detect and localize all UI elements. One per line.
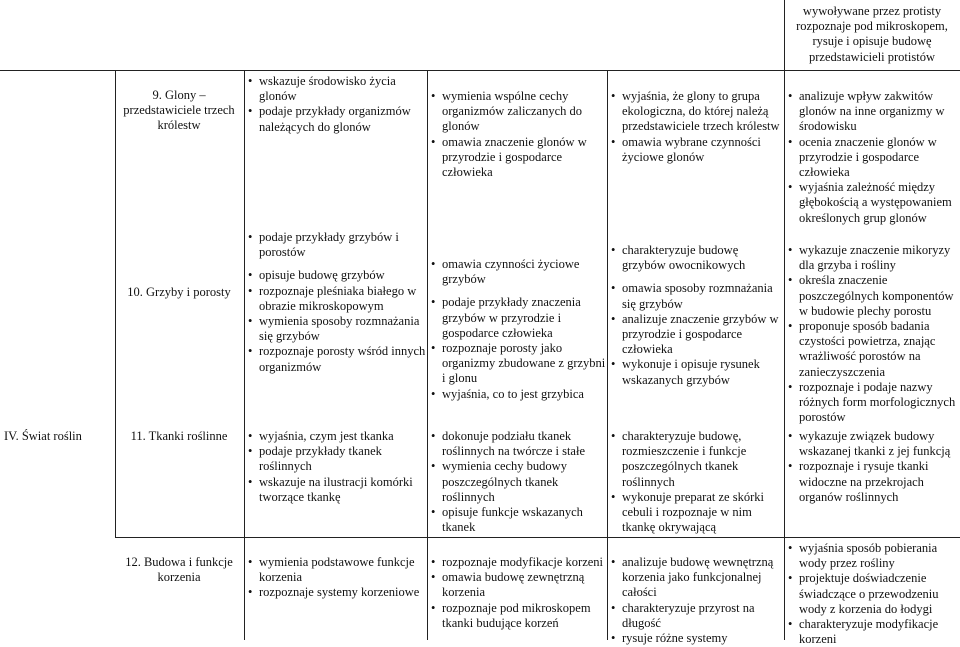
supplementary-korzen <box>611 555 784 646</box>
list-item: • projektuje doświadczenie świadczące o przewodzeniu wody z korzenia do łodygi <box>788 571 958 617</box>
list-item: • wykonuje i opisuje rysunek wskazanych grzybów <box>611 357 784 387</box>
list-item: • proponuje sposób badania czystości powietrza, znając wrażliwość porostów na zanieczyszczenia <box>788 319 958 380</box>
list-item: • podaje przykłady grzybów i porostów <box>248 230 426 260</box>
list-item: • podaje przykłady tkanek roślinnych <box>248 444 426 474</box>
topic-korzen: 12. Budowa i funkcje korzenia <box>125 555 233 585</box>
advanced-tkanki <box>788 429 958 505</box>
list-item: • rozpoznaje modyfikacje korzeni <box>431 555 607 570</box>
basic-tkanki <box>248 429 426 505</box>
advanced-glony <box>788 89 958 226</box>
list-item: • określa znaczenie poszczególnych komponentów w budowie plechy porostu <box>788 273 958 319</box>
topic-grzyby: 10. Grzyby i porosty <box>127 285 231 299</box>
list-item: • wykazuje związek budowy wskazanej tkanki z jej funkcją <box>788 429 958 459</box>
list-item: • wskazuje środowisko życia glonów <box>248 74 426 104</box>
list-item: • charakteryzuje modyfikacje korzeni <box>788 617 958 647</box>
list-item: • rozpoznaje systemy korzeniowe <box>248 585 426 600</box>
list-item: • wyjaśnia sposób pobierania wody przez rośliny <box>788 541 958 571</box>
list-item: • dokonuje podziału tkanek roślinnych na twórcze i stałe <box>431 429 607 459</box>
row-divider-bottom <box>115 537 960 538</box>
advanced-grzyby <box>788 243 958 425</box>
list-item: • rozpoznaje porosty wśród innych organizmów <box>248 344 426 374</box>
list-item: • opisuje budowę grzybów <box>248 268 426 283</box>
list-item: • rozpoznaje i rysuje tkanki widoczne na przekrojach organów roślinnych <box>788 459 958 505</box>
list-item: • wymienia podstawowe funkcje korzenia <box>248 555 426 585</box>
list-item: • wykazuje znaczenie mikoryzy dla grzyba i rośliny <box>788 243 958 273</box>
list-item: • wymienia wspólne cechy organizmów zaliczanych do glonów <box>431 89 607 135</box>
list-item: • rozpoznaje pod mikroskopem tkanki budujące korzeń <box>431 601 607 631</box>
list-item: • podaje przykłady znaczenia grzybów w przyrodzie i gospodarce człowieka <box>431 295 607 341</box>
list-item: • charakteryzuje budowę, rozmieszczenie i funkcje poszczególnych tkanek roślinnych <box>611 429 784 490</box>
list-item: • omawia czynności życiowe grzybów <box>431 257 607 287</box>
col-divider-3 <box>427 70 428 640</box>
list-item: • omawia wybrane czynności życiowe glonów <box>611 135 784 165</box>
supplementary-grzyby <box>611 243 784 388</box>
row-divider-glony <box>0 70 960 71</box>
topic-glony: 9. Glony – przedstawiciele trzech królestw <box>123 88 235 133</box>
list-item: • opisuje funkcje wskazanych tkanek <box>431 505 607 535</box>
extended-tkanki <box>431 429 607 535</box>
list-item: • wykonuje preparat ze skórki cebuli i rozpoznaje w nim tkankę okrywającą <box>611 490 784 536</box>
col-divider-1 <box>115 70 116 537</box>
carryover-line: rysuje i opisuje budowę <box>812 34 932 49</box>
extended-korzen <box>431 555 607 631</box>
list-item: • charakteryzuje budowę grzybów owocnikowych <box>611 243 784 273</box>
carryover-line: przedstawicieli protistów <box>808 49 935 64</box>
list-item: • ocenia znaczenie glonów w przyrodzie i gospodarce człowieka <box>788 135 958 181</box>
supplementary-glony <box>611 89 784 165</box>
extended-glony <box>431 89 607 180</box>
list-item: • rozpoznaje porosty jako organizmy zbudowane z grzybni i glonu <box>431 341 607 387</box>
carryover-cell <box>786 4 958 65</box>
list-item: • omawia znaczenie glonów w przyrodzie i gospodarce człowieka <box>431 135 607 181</box>
list-item: • omawia budowę zewnętrzną korzenia <box>431 570 607 600</box>
carryover-line: rozpoznaje pod mikroskopem, <box>796 19 948 34</box>
list-item: • rozpoznaje pleśniaka białego w obrazie mikroskopowym <box>248 284 426 314</box>
list-item: • wskazuje na ilustracji komórki tworzące tkankę <box>248 475 426 505</box>
advanced-korzen <box>788 541 958 647</box>
col-divider-5 <box>784 0 785 640</box>
list-item: • wymienia sposoby rozmnażania się grzybów <box>248 314 426 344</box>
topic-tkanki: 11. Tkanki roślinne <box>130 429 228 443</box>
list-item: • rysuje różne systemy <box>611 631 784 646</box>
section-title: IV. Świat roślin <box>4 429 82 443</box>
list-item: • omawia sposoby rozmnażania się grzybów <box>611 281 784 311</box>
list-item: • wyjaśnia, że glony to grupa ekologiczna, do której należą przedstawiciele trzech królestw <box>611 89 784 135</box>
list-item: • analizuje znaczenie grzybów w przyrodzie i gospodarce człowieka <box>611 312 784 358</box>
basic-korzen <box>248 555 426 601</box>
list-item: • podaje przykłady organizmów należących do glonów <box>248 104 426 134</box>
list-item: • wyjaśnia, czym jest tkanka <box>248 429 426 444</box>
list-item: • wymienia cechy budowy poszczególnych tkanek roślinnych <box>431 459 607 505</box>
list-item: • rozpoznaje i podaje nazwy różnych form morfologicznych porostów <box>788 380 958 426</box>
basic-grzyby <box>248 230 426 375</box>
supplementary-tkanki <box>611 429 784 535</box>
list-item: • charakteryzuje przyrost na długość <box>611 601 784 631</box>
list-item: • analizuje wpływ zakwitów glonów na inne organizmy w środowisku <box>788 89 958 135</box>
extended-grzyby <box>431 257 607 402</box>
list-item: • wyjaśnia zależność między głębokością a występowaniem określonych grup glonów <box>788 180 958 226</box>
col-divider-4 <box>607 70 608 640</box>
basic-glony <box>248 74 426 135</box>
list-item: • analizuje budowę wewnętrzną korzenia jako funkcjonalnej całości <box>611 555 784 601</box>
carryover-line: wywoływane przez protisty <box>802 4 942 18</box>
list-item: • wyjaśnia, co to jest grzybica <box>431 387 607 402</box>
col-divider-2 <box>244 70 245 640</box>
